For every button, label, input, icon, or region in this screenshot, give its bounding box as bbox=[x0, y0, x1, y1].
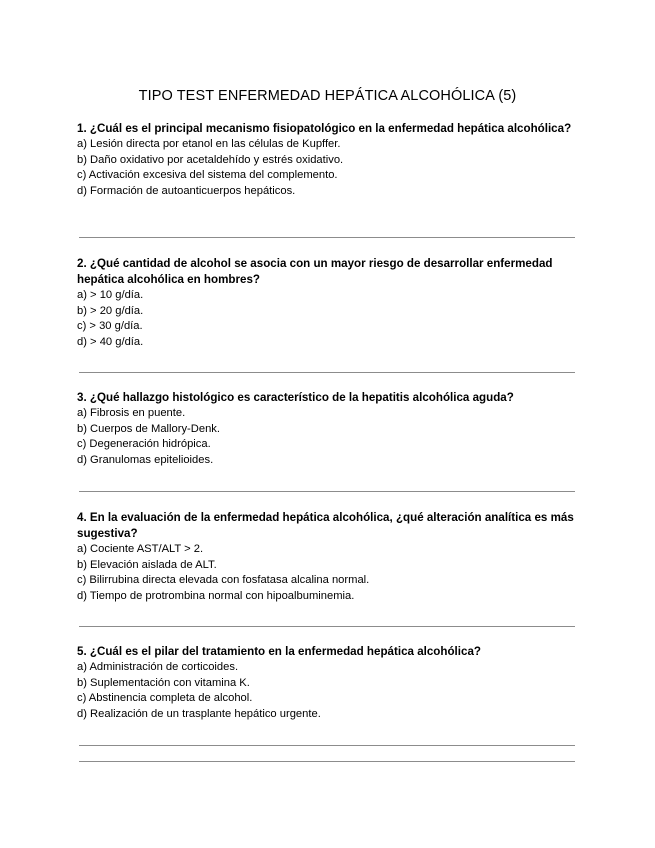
option-list bbox=[77, 660, 577, 722]
option-b: b) Elevación aislada de ALT. bbox=[77, 558, 217, 571]
option-d: d) Formación de autoanticuerpos hepáticos. bbox=[77, 184, 296, 197]
option-list bbox=[77, 288, 577, 350]
question-5 bbox=[77, 644, 577, 722]
option-c: c) Bilirrubina directa elevada con fosfatasa alcalina normal. bbox=[77, 574, 370, 587]
option-list bbox=[77, 542, 577, 604]
question-text: 4. En la evaluación de la enfermedad hepática alcohólica, ¿qué alteración analítica es más sugestiva? bbox=[77, 511, 574, 540]
option-d: d) Granulomas epitelioides. bbox=[77, 453, 214, 466]
question-text: 3. ¿Qué hallazgo histológico es característico de la hepatitis alcohólica aguda? bbox=[77, 391, 514, 404]
option-a: a) Administración de corticoides. bbox=[77, 661, 239, 673]
answer-line bbox=[79, 372, 575, 373]
question-text: 1. ¿Cuál es el principal mecanismo fisiopatológico en la enfermedad hepática alcohólica? bbox=[77, 122, 572, 135]
option-c: c) Activación excesiva del sistema del complemento. bbox=[77, 169, 338, 182]
option-a: a) Lesión directa por etanol en las células de Kupffer. bbox=[77, 138, 341, 150]
option-d: d) > 40 g/día. bbox=[77, 335, 144, 348]
option-c: c) Degeneración hidrópica. bbox=[77, 438, 211, 451]
option-c: c) Abstinencia completa de alcohol. bbox=[77, 692, 253, 705]
answer-line bbox=[79, 491, 575, 492]
option-a: a) Fibrosis en puente. bbox=[77, 407, 186, 419]
option-b: b) Suplementación con vitamina K. bbox=[77, 676, 250, 689]
question-3 bbox=[77, 390, 577, 468]
option-a: a) > 10 g/día. bbox=[77, 289, 144, 301]
answer-line bbox=[79, 237, 575, 238]
option-list bbox=[77, 406, 577, 468]
answer-line bbox=[79, 761, 575, 762]
question-text: 5. ¿Cuál es el pilar del tratamiento en la enfermedad hepática alcohólica? bbox=[77, 645, 481, 658]
page-title: TIPO TEST ENFERMEDAD HEPÁTICA ALCOHÓLICA (5) bbox=[138, 88, 517, 104]
option-b: b) Cuerpos de Mallory-Denk. bbox=[77, 422, 221, 435]
answer-line bbox=[79, 626, 575, 627]
option-d: d) Tiempo de protrombina normal con hipoalbuminemia. bbox=[77, 589, 355, 602]
question-2 bbox=[77, 256, 577, 350]
answer-line bbox=[79, 745, 575, 746]
option-d: d) Realización de un trasplante hepático urgente. bbox=[77, 707, 321, 720]
option-b: b) Daño oxidativo por acetaldehído y estrés oxidativo. bbox=[77, 153, 344, 166]
option-b: b) > 20 g/día. bbox=[77, 304, 144, 317]
option-c: c) > 30 g/día. bbox=[77, 320, 143, 333]
question-4 bbox=[77, 510, 577, 604]
option-list bbox=[77, 137, 577, 199]
option-a: a) Cociente AST/ALT > 2. bbox=[77, 543, 204, 555]
question-text: 2. ¿Qué cantidad de alcohol se asocia con un mayor riesgo de desarrollar enfermedad hepática alcohólica en hombres? bbox=[77, 257, 553, 286]
question-1 bbox=[77, 121, 577, 199]
